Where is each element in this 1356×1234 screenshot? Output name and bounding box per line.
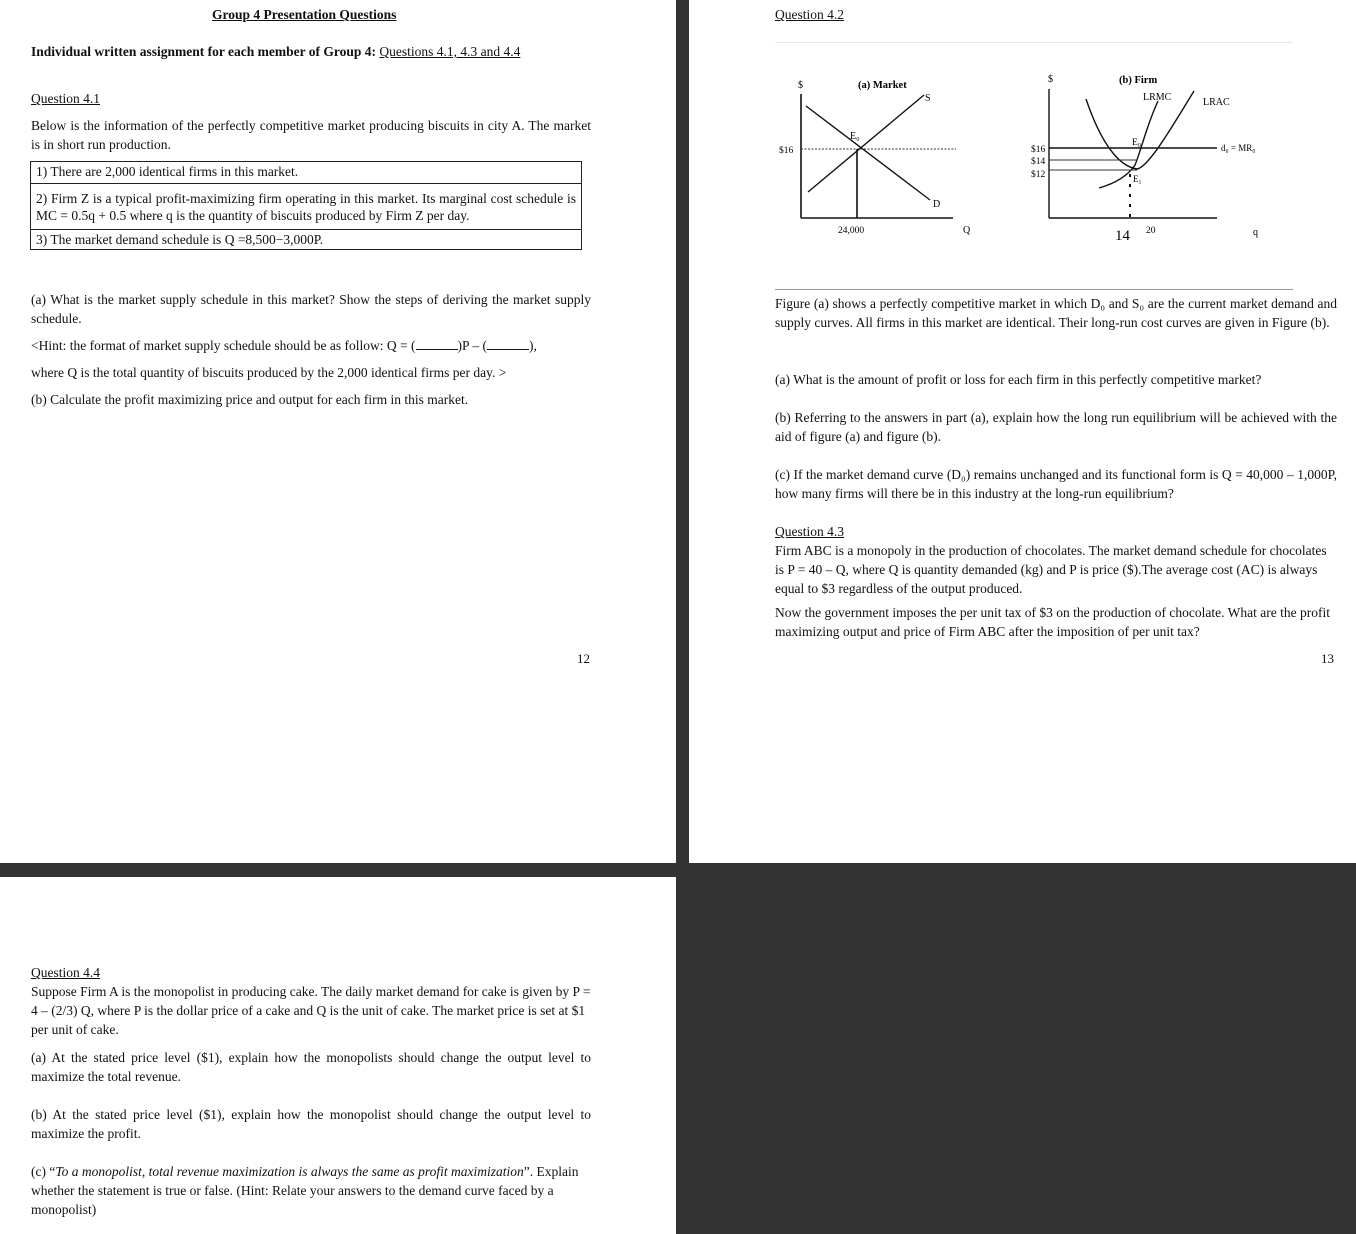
q44-c-open: (c) “ xyxy=(31,1164,56,1179)
q43-tax: Now the government imposes the per unit tax of $3 on the production of chocolate. What are the profit maximizing output and price of Firm ABC after the imposition of per unit tax? xyxy=(775,605,1330,639)
q42-part-a: (a) What is the amount of profit or loss for each firm in this perfectly competitive market? xyxy=(775,372,1262,387)
figure-caption: Figure (a) shows a perfectly competitive market in which D₀ and S₀ are the current market demand and supply curves. All firms in this market are identical. Their long-run cost curves are given in Figure (b). xyxy=(775,296,1337,330)
page-12 xyxy=(0,0,676,863)
handwritten-quantity: 14 xyxy=(1115,228,1130,243)
supply-curve xyxy=(808,95,924,192)
q44-part-b: (b) At the stated price level ($1), explain how the monopolist should change the output level to maximize the profit. xyxy=(31,1107,591,1141)
q44-part-c xyxy=(31,1162,591,1219)
q44-c-quote: To a monopolist, total revenue maximization is always the same as profit maximization xyxy=(55,1164,524,1179)
supply-label: S xyxy=(925,93,931,104)
market-x-label: Q xyxy=(963,225,971,236)
assignment-prefix: Individual written assignment for each member of Group 4: xyxy=(31,44,377,59)
assignment-line xyxy=(31,42,520,61)
q44-text: Suppose Firm A is the monopolist in producing cake. The daily market demand for cake is given by P = 4 – (2/3) Q, where P is the dollar price of a cake and Q is the unit of cake. The market price is set at $1 per unit of cake. xyxy=(31,984,591,1037)
hint-end: ), xyxy=(529,338,537,353)
divider xyxy=(775,289,1293,290)
hint-where: where Q is the total quantity of biscuits produced by the 2,000 identical firms per day. > xyxy=(31,365,507,380)
firm-x-label: q xyxy=(1253,227,1258,238)
page-number: 12 xyxy=(577,651,590,666)
hint-mid: )P – ( xyxy=(457,338,488,353)
assignment-questions-link[interactable]: Questions 4.1, 4.3 and 4.4 xyxy=(379,44,521,59)
firm-y-label: $ xyxy=(1048,74,1053,85)
q44-title: Question 4.4 xyxy=(31,965,100,980)
q43-title: Question 4.3 xyxy=(775,524,844,539)
page-header: Group 4 Presentation Questions xyxy=(212,7,397,22)
mr-label: d₀ = MR₀ xyxy=(1221,143,1256,153)
blank-intercept xyxy=(487,337,529,350)
table-cell: 3) The market demand schedule is Q =8,500−3,000P. xyxy=(31,230,582,250)
q42-title: Question 4.2 xyxy=(775,7,844,22)
demand-label: D xyxy=(933,199,941,210)
firm-e0-label: E₀ xyxy=(1132,138,1142,148)
q44-part-a: (a) At the stated price level ($1), explain how the monopolists should change the output level to maximize the total revenue. xyxy=(31,1050,591,1084)
demand-curve xyxy=(806,106,930,200)
market-title: (a) Market xyxy=(858,80,907,91)
divider xyxy=(775,42,1293,43)
market-price-label: $16 xyxy=(779,146,794,156)
table-row xyxy=(31,184,582,230)
table-row xyxy=(31,162,582,184)
q41-part-a: (a) What is the market supply schedule in this market? Show the steps of deriving the market supply schedule. xyxy=(31,292,591,326)
q41-part-b: (b) Calculate the profit maximizing price and output for each firm in this market. xyxy=(31,392,469,407)
hint-start: <Hint: the format of market supply schedule should be as follow: Q = ( xyxy=(31,338,416,353)
q41-info-table xyxy=(30,161,582,250)
hint-line xyxy=(31,336,537,355)
q42-part-b: (b) Referring to the answers in part (a), explain how the long run equilibrium will be achieved with the aid of figure (a) and figure (b). xyxy=(775,410,1337,444)
q42-part-c: (c) If the market demand curve (D₀) remains unchanged and its functional form is Q = 40,000 – 1,000P, how many firms will there be in this industry at the long-run equilibrium? xyxy=(775,467,1337,501)
table-row xyxy=(31,230,582,250)
firm-qty-label: 20 xyxy=(1146,226,1156,236)
market-qty-label: 24,000 xyxy=(838,226,865,236)
blank-slope xyxy=(416,337,458,350)
lrmc-label: LRMC xyxy=(1143,92,1172,103)
firm-e1-label: E₁ xyxy=(1133,174,1142,184)
q43-text: Firm ABC is a monopoly in the production of chocolates. The market demand schedule for chocolates is P = 40 – Q, where Q is quantity demanded (kg) and P is price ($).The average cost (AC) is always equal to $3 regardless of the output produced. xyxy=(775,543,1327,596)
market-y-label: $ xyxy=(798,80,803,91)
firm-price-12: $12 xyxy=(1031,170,1046,180)
firm-figure xyxy=(1027,67,1292,243)
lrac-label: LRAC xyxy=(1203,97,1230,108)
page-13 xyxy=(689,0,1356,863)
page-number: 13 xyxy=(1321,651,1334,666)
q41-intro: Below is the information of the perfectly competitive market producing biscuits in city A. The market is in short run production. xyxy=(31,118,591,152)
page-14 xyxy=(0,877,676,1234)
firm-title: (b) Firm xyxy=(1119,75,1158,86)
table-cell: 2) Firm Z is a typical profit-maximizing firm operating in this market. Its marginal cost schedule is MC = 0.5q + 0.5 where q is the quantity of biscuits produced by Firm Z per day. xyxy=(31,184,582,230)
lrac-curve xyxy=(1086,91,1194,169)
market-eq-label: E₀ xyxy=(850,131,860,142)
firm-price-16: $16 xyxy=(1031,145,1046,155)
lrmc-curve xyxy=(1099,101,1158,188)
table-cell: 1) There are 2,000 identical firms in this market. xyxy=(31,162,582,184)
market-figure xyxy=(778,72,988,240)
q41-title: Question 4.1 xyxy=(31,91,100,106)
firm-price-14: $14 xyxy=(1031,157,1046,167)
q44-c-rest: Explain whether the statement is true or false. (Hint: Relate your answers to the demand curve faced by a monopolist) xyxy=(31,1164,579,1217)
q44-c-close: ”. xyxy=(523,1164,534,1179)
